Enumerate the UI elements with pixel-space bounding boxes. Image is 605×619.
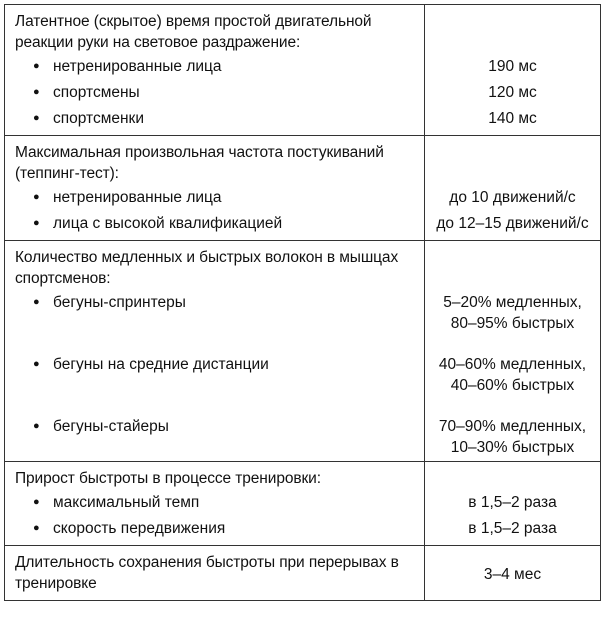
- section-title: Длительность сохранения быстроты при перерывах в тренировке: [15, 554, 399, 592]
- list-item: [15, 413, 414, 457]
- item-label: спортсмены: [53, 84, 140, 101]
- section-left-cell: [5, 462, 425, 545]
- value-line: 40–60% медленных,: [438, 356, 587, 373]
- item-value: [431, 289, 594, 351]
- bullet-icon: ●: [33, 86, 40, 98]
- list-item: [15, 105, 414, 131]
- section-right-cell: [425, 241, 600, 461]
- section-right-cell: [425, 5, 600, 135]
- item-label: бегуны-спринтеры: [53, 294, 186, 311]
- list-item: [15, 489, 414, 515]
- item-label: бегуны-стайеры: [53, 418, 169, 435]
- item-value: в 1,5–2 раза: [468, 494, 557, 511]
- section-retention: [5, 545, 600, 600]
- bullet-icon: ●: [33, 296, 40, 308]
- section-right-cell: [425, 462, 600, 545]
- item-value: до 12–15 движений/с: [436, 215, 589, 232]
- speed-characteristics-table: [4, 4, 601, 601]
- list-item: [15, 515, 414, 541]
- section-left-cell: [5, 136, 425, 240]
- item-label: спортсменки: [53, 110, 144, 127]
- list-item: [15, 79, 414, 105]
- bullet-icon: ●: [33, 420, 40, 432]
- item-label: бегуны на средние дистанции: [53, 356, 269, 373]
- section-title: Латентное (скрытое) время простой двигательной реакции руки на световое раздражение:: [15, 13, 372, 51]
- bullet-icon: ●: [33, 358, 40, 370]
- section-right-cell: [425, 136, 600, 240]
- section-right-cell: [425, 546, 600, 600]
- bullet-icon: ●: [33, 112, 40, 124]
- value-line: 70–90% медленных,: [438, 418, 587, 435]
- list-item: [15, 289, 414, 351]
- section-title: Прирост быстроты в процессе тренировки:: [15, 470, 321, 487]
- section-muscle-fibers: [5, 240, 600, 461]
- item-value: 3–4 мес: [483, 565, 542, 583]
- item-value: [431, 351, 594, 413]
- item-label: нетренированные лица: [53, 189, 222, 206]
- item-value: в 1,5–2 раза: [468, 520, 557, 537]
- section-left-cell: [5, 5, 425, 135]
- bullet-icon: ●: [33, 217, 40, 229]
- value-line: 5–20% медленных,: [443, 294, 582, 311]
- section-reaction-time: [5, 5, 600, 135]
- item-value: 190 мс: [488, 58, 537, 75]
- bullet-icon: ●: [33, 191, 40, 203]
- item-value: 140 мс: [488, 110, 537, 127]
- section-title: Максимальная произвольная частота постукиваний (теппинг-тест):: [15, 144, 384, 182]
- item-value: [431, 413, 594, 457]
- item-label: максимальный темп: [53, 494, 200, 511]
- item-label: лица с высокой квалификацией: [53, 215, 283, 232]
- bullet-icon: ●: [33, 496, 40, 508]
- section-left-cell: [5, 241, 425, 461]
- item-label: нетренированные лица: [53, 58, 222, 75]
- list-item: [15, 210, 414, 236]
- bullet-icon: ●: [33, 60, 40, 72]
- section-tapping-test: [5, 135, 600, 240]
- section-speed-gain: [5, 461, 600, 545]
- item-label: скорость передвижения: [53, 520, 226, 537]
- value-line: 40–60% быстрых: [450, 377, 575, 394]
- item-value: 120 мс: [488, 84, 537, 101]
- list-item: [15, 184, 414, 210]
- list-item: [15, 351, 414, 413]
- value-line: 80–95% быстрых: [450, 315, 575, 332]
- list-item: [15, 53, 414, 79]
- section-title: Количество медленных и быстрых волокон в мышцах спортсменов:: [15, 249, 399, 287]
- bullet-icon: ●: [33, 522, 40, 534]
- value-line: 10–30% быстрых: [450, 439, 575, 456]
- section-left-cell: [5, 546, 425, 600]
- item-value: до 10 движений/с: [449, 189, 576, 206]
